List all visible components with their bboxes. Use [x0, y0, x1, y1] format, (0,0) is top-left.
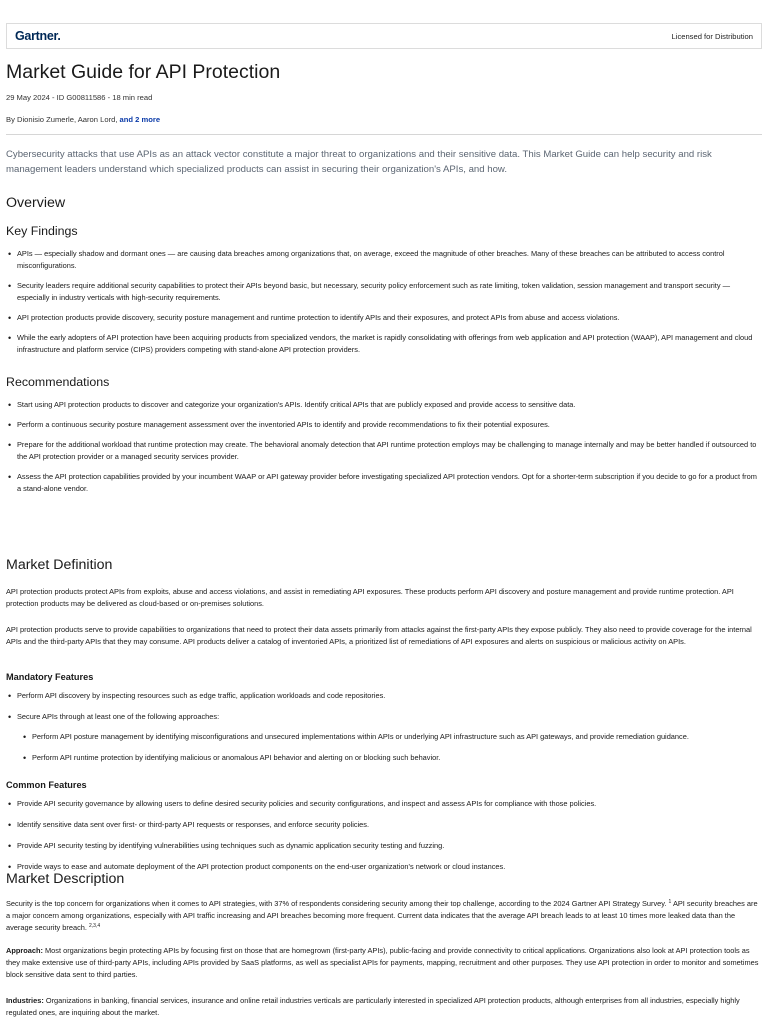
- divider: [6, 134, 762, 135]
- list-item: • While the early adopters of API protection have been acquiring products from specialized vendors, the market is rapidly consolidating with offerings from web application and API protection (WAAP), API management and cloud infrastructure and platform service (CIPS) providers competing with stand-alone API protection providers.: [6, 332, 762, 356]
- list-item: • Perform API discovery by inspecting resources such as edge traffic, application workloads and code repositories.: [6, 690, 762, 702]
- secure-approaches-list: [21, 731, 762, 764]
- list-item: • API protection products provide discovery, security posture management and runtime protection to identify APIs and their exposures, and protect APIs from abuse and access violations.: [6, 312, 762, 324]
- paragraph-text: Organizations in banking, financial services, insurance and online retail industries verticals are particularly interested in specialized API protection products, although enterprises from all industries, especially highly regulated ones, are inquiring about the market.: [6, 996, 740, 1017]
- mandatory-features-heading: Mandatory Features: [6, 672, 94, 682]
- approach-paragraph: [6, 945, 762, 981]
- list-item: • Provide API security testing by identifying vulnerabilities using techniques such as dynamic application security testing and fuzzing.: [6, 840, 762, 852]
- market-description-heading: Market Description: [6, 871, 125, 887]
- summary-paragraph: Cybersecurity attacks that use APIs as an attack vector constitute a major threat to organizations and their sensitive data. This Market Guide can help security and risk management leaders understand which specialized products can assist in securing their organization's APIs, and how.: [6, 149, 712, 175]
- footnote-ref[interactable]: 1: [668, 899, 672, 905]
- approach-label: Approach:: [6, 946, 43, 955]
- authors-line: [6, 115, 160, 124]
- list-item: • Prepare for the additional workload that runtime protection may create. The behavioral anomaly detection that API runtime protection employs may be challenging to manage internally and may be better handled if outsourced to the API protection provider or a managed security services provider.: [6, 439, 762, 463]
- common-features-heading: Common Features: [6, 780, 87, 790]
- description-paragraph-1: [6, 898, 762, 934]
- industries-label: Industries:: [6, 996, 44, 1005]
- more-authors-link[interactable]: and 2 more: [119, 115, 161, 124]
- key-findings-heading: Key Findings: [6, 224, 78, 238]
- list-item: • Provide ways to ease and automate deployment of the API protection product components on the end-user organization's network or cloud instances.: [6, 861, 762, 873]
- list-item: • Perform API runtime protection by identifying malicious or anomalous API behavior and alerting on or blocking such behavior.: [21, 752, 762, 764]
- definition-paragraph-2: API protection products serve to provide capabilities to organizations that need to protect their data assets primarily from attacks against the first-party APIs they expose publicly. They also need to provide coverage for the internal APIs and the third-party APIs that they may consume. API products deliver a catalog of inventoried APIs, a prioritized list of remediations of API exposures and alerts on suspicious or malicious activity on APIs.: [6, 625, 752, 646]
- common-features-list: [6, 798, 762, 873]
- list-item: • Identify sensitive data sent over first- or third-party API requests or responses, and enforce security policies.: [6, 819, 762, 831]
- list-item: • Perform a continuous security posture management assessment over the inventoried APIs to identify and provide recommendations to fix their potential exposures.: [6, 419, 762, 431]
- list-item: • Security leaders require additional security capabilities to protect their APIs beyond basic, but necessary, security policy enforcement such as rate limiting, token validation, session management and transport security — especially in industry verticals with high-security requirements.: [6, 280, 762, 304]
- list-item: • APIs — especially shadow and dormant ones — are causing data breaches among organizations that, on average, exceed the magnitude of other breaches. Many of these breaches can be attributed to access control misconfigurations.: [6, 248, 762, 272]
- paragraph-text: Security is the top concern for organizations when it comes to API strategies, with 37% of respondents considering security among their top challenge, according to the 2024 Gartner API Strategy Survey.: [6, 899, 667, 908]
- list-item: • Assess the API protection capabilities provided by your incumbent WAAP or API gateway provider before investigating specialized API protection vendors. Opt for a shorter-term subscription if you decide to go for a product from a stand-alone vendor.: [6, 471, 762, 495]
- authors-names: By Dionisio Zumerle, Aaron Lord,: [6, 115, 120, 124]
- license-label: Licensed for Distribution: [671, 31, 753, 41]
- list-item: • Perform API posture management by identifying misconfigurations and unsecured implementations within APIs or underlying API infrastructure such as API gateways, and provide remediation guidance.: [21, 731, 762, 743]
- paragraph-text: Most organizations begin protecting APIs by focusing first on those that are homegrown (first-party APIs), public-facing and provide connectivity to critical applications. Organizations also look at API protection tools as they make extensive use of third-party APIs, including APIs provided by SaaS platforms, as well as specialist APIs for payments, mapping, recruitment and other purposes. They use API protection in order to monitor and sometimes block sensitive data sent to third parties.: [6, 946, 759, 979]
- page-title: Market Guide for API Protection: [6, 61, 281, 83]
- list-item: • Secure APIs through at least one of the following approaches:: [6, 711, 762, 723]
- market-definition-heading: Market Definition: [6, 557, 113, 573]
- overview-heading: Overview: [6, 195, 66, 211]
- gartner-logo[interactable]: Gartner.: [15, 29, 61, 43]
- recommendations-list: [6, 399, 762, 495]
- document-meta: 29 May 2024 - ID G00811586 - 18 min read: [6, 93, 153, 102]
- key-findings-items: [6, 248, 762, 356]
- mandatory-features-list: [6, 690, 762, 723]
- list-item: • Start using API protection products to discover and categorize your organization's APIs. Identify critical APIs that are publicly exposed and provide access to sensitive data.: [6, 399, 762, 411]
- paragraph-text: API security breaches are a major concern among organizations, especially with API traffic increasing and API breaches becoming more frequent. Current data indicates that the average API breach leads to at least 10 times more leaked data than the average security breach.: [6, 899, 758, 932]
- industries-paragraph: [6, 995, 762, 1019]
- definition-paragraph-1: API protection products protect APIs from exploits, abuse and access violations, and assist in remediating API exposures. These products perform API discovery and posture management and provide runtime protection. API protection products may be delivered as cloud-based or on-premises solutions.: [6, 587, 734, 608]
- top-bar: [6, 23, 762, 49]
- list-item: • Provide API security governance by allowing users to define desired security policies and security configurations, and inspect and assess APIs for compliance with those policies.: [6, 798, 762, 810]
- footnote-ref[interactable]: 2,3,4: [89, 923, 101, 929]
- recommendations-heading: Recommendations: [6, 375, 110, 389]
